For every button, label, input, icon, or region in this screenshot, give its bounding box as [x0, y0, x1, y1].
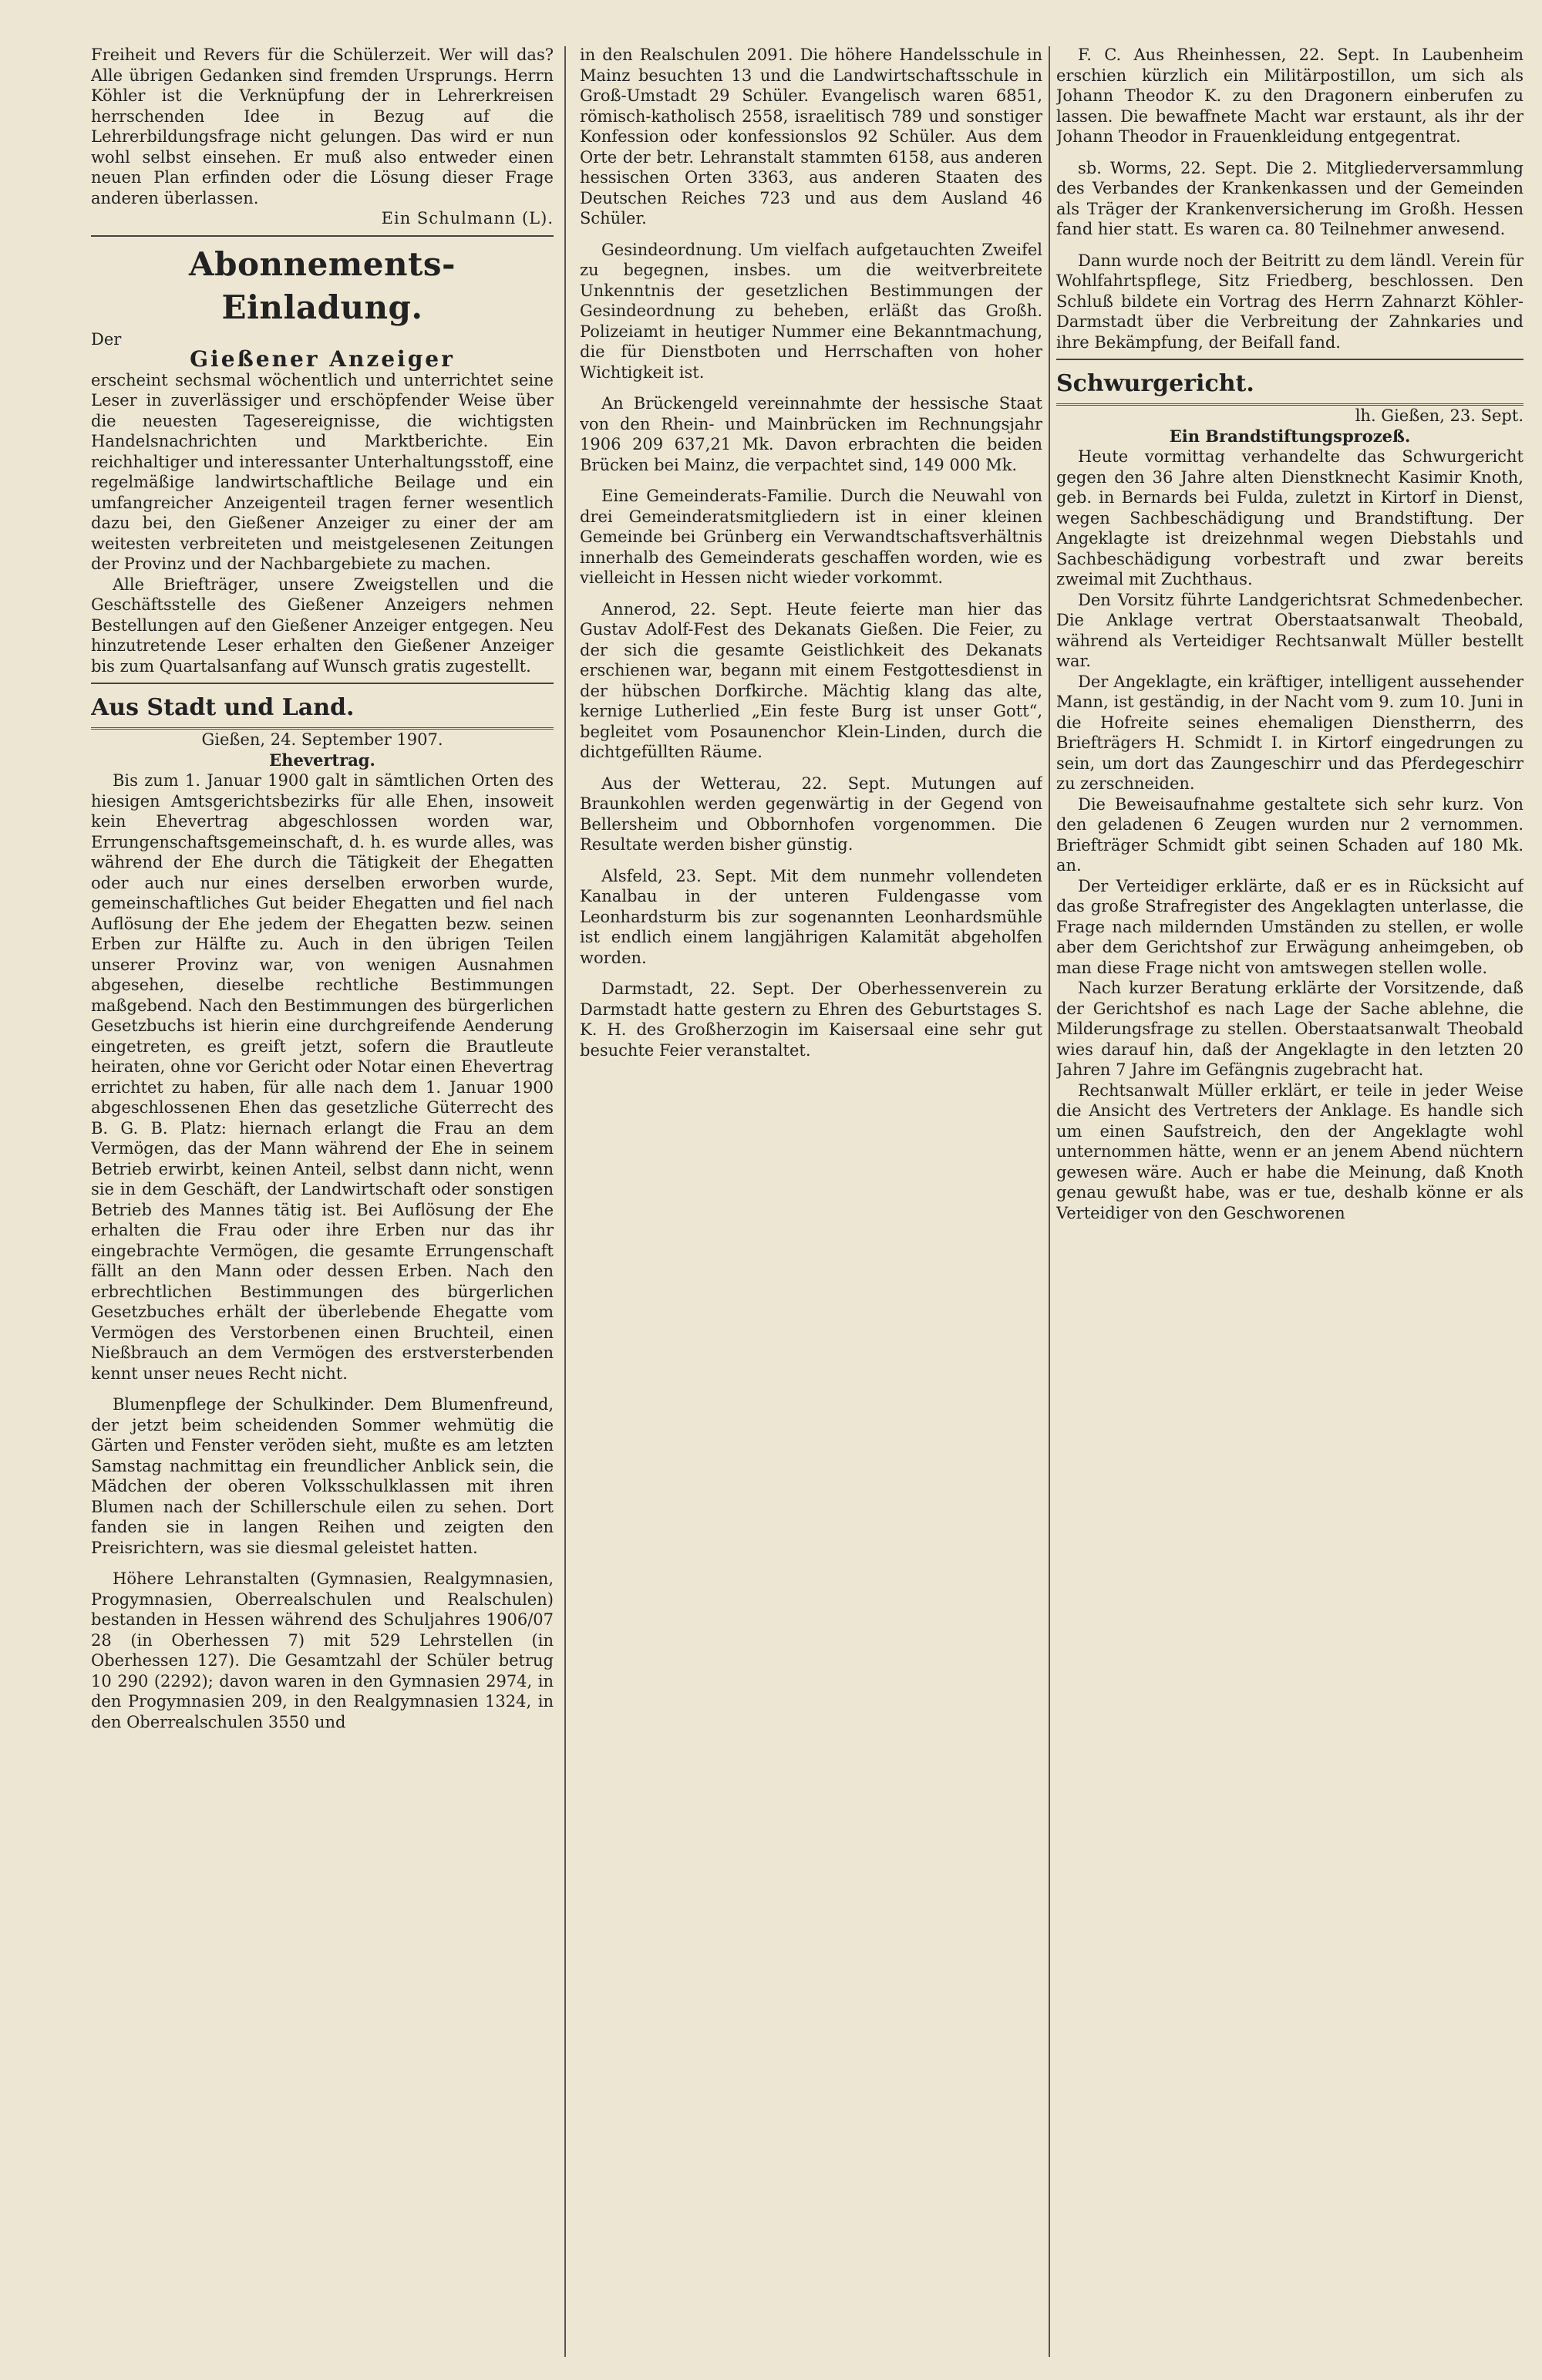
- article-text: Der Verteidiger erklärte, daß er es in Rücksicht auf das große Strafregister des Angeklagten unterlasse, die Frage nach mildernden Umständen zu stellen, er wolle aber dem Gerichtshof zur Erwägung anheimgeben, ob man diese Frage nicht von amtswegen stellen wolle.: [1056, 876, 1523, 977]
- dateline: Gießen, 24. September 1907.: [201, 730, 443, 749]
- article-text: Aus der Wetterau, 22. Sept. Mutungen auf Braunkohlen werden gegenwärtig in der Gegend von Bellersheim und Obbornhofen vorgenommen. Die Resultate werden bisher günstig.: [580, 774, 1042, 854]
- article-text: Dann wurde noch der Beitritt zu dem ländl. Verein für Wohlfahrtspflege, Sitz Friedberg, beschlossen. Den Schluß bildete ein Vortrag des Herrn Zahnarzt Köhler-Darmstadt über die Verbreitung der Zahnkaries und ihre Bekämpfung, der Beifall fand.: [1056, 251, 1523, 352]
- dateline: lh. Gießen, 23. Sept.: [1355, 406, 1523, 425]
- column-1: [91, 45, 554, 2357]
- article-text: Gesindeordnung. Um vielfach aufgetauchten Zweifel zu begegnen, insbes. um die weitverbreitete Unkenntnis der gesetzlichen Bestimmungen der Gesindeordnung zu beheben, erläßt das Großh. Polizeiamt in heutiger Nummer eine Bekanntmachung, die für Dienstboten und Herrschaften von hoher Wichtigkeit ist.: [580, 240, 1042, 382]
- article-text: sb. Worms, 22. Sept. Die 2. Mitgliederversammlung des Verbandes der Krankenkassen und der Gemeinden als Träger der Krankenversicherung im Großh. Hessen fand hier statt. Es waren ca. 80 Teilnehmer anwesend.: [1056, 158, 1523, 238]
- newspaper-name: Gießener Anzeiger: [190, 346, 455, 372]
- abonnement-heading: Abonnements-Einladung.: [189, 244, 456, 326]
- article-text: in den Realschulen 2091. Die höhere Handelsschule in Mainz besuchten 13 und die Landwirtschaftsschule in Groß-Umstadt 29 Schüler. Evangelisch waren 6851, römisch-katholisch 2558, israelitisch 789 und sonstiger Konfession oder konfessionslos 92 Schüler. Aus dem Orte der betr. Lehranstalt stammten 6158, aus anderen hessischen Orten 3363, aus anderen Staaten des Deutschen Reiches 723 und aus dem Ausland 46 Schüler.: [580, 46, 1042, 228]
- article-text: Rechtsanwalt Müller erklärt, er teile in jeder Weise die Ansicht des Vertreters der Anklage. Es handle sich um einen Saufstreich, den der Angeklagte wohl unternommen hätte, wenn er an jenem Abend nüchtern gewesen wäre. Auch er habe die Meinung, daß Knoth genau gewußt habe, was er tue, deshalb könne er als Verteidiger von den Geschworenen: [1056, 1080, 1523, 1222]
- letter-signature: Ein Schulmann (L).: [381, 209, 554, 228]
- column-rule: [564, 46, 566, 2357]
- section-heading: Schwurgericht.: [1056, 368, 1523, 406]
- article-text: An Brückengeld vereinnahmte der hessische Staat von den Rhein- und Mainbrücken im Rechnungsjahr 1906 209 637,21 Mk. Davon erbrachten die beiden Brücken bei Mainz, die verpachtet sind, 149 000 Mk.: [580, 394, 1042, 474]
- article-text: Annerod, 22. Sept. Heute feierte man hier das Gustav Adolf-Fest des Dekanats Gießen. Die Feier, zu der sich die gesamte Geistlichkeit des Dekanats erschienen war, begann mit einem Festgottesdienst in der hübschen Dorfkirche. Mächtig klang das alte, kernige Lutherlied „Ein feste Burg ist unser Gott“, begleitet vom Posaunenchor Klein-Linden, durch die dichtgefüllten Räume.: [580, 599, 1042, 761]
- article-text: Höhere Lehranstalten (Gymnasien, Realgymnasien, Progymnasien, Oberrealschulen und Realschulen) bestanden in Hessen während des Schuljahres 1906/07 28 (in Oberhessen 7) mit 529 Lehrstellen (in Oberhessen 127). Die Gesamtzahl der Schüler betrug 10 290 (2292); davon waren in den Gymnasien 2974, in den Progymnasien 209, in den Realgymnasien 1324, in den Oberrealschulen 3550 und: [91, 1569, 554, 1731]
- divider: [91, 683, 554, 684]
- article-text: Die Beweisaufnahme gestaltete sich sehr kurz. Von den geladenen 6 Zeugen wurden nur 2 vernommen. Briefträger Schmidt gibt seinen Schaden auf 180 Mk. an.: [1056, 794, 1523, 875]
- divider: [91, 235, 554, 237]
- article-text: Eine Gemeinderats-Familie. Durch die Neuwahl von drei Gemeinderatsmitgliedern ist in einer kleinen Gemeinde bei Grünberg ein Verwandtschaftsverhältnis innerhalb des Gemeinderats geschaffen worden, wie es vielleicht in Hessen nicht wieder vorkommt.: [580, 487, 1042, 587]
- section-heading: Aus Stadt und Land.: [91, 692, 554, 730]
- article-text: Alsfeld, 23. Sept. Mit dem nunmehr vollendeten Kanalbau in der unteren Fuldengasse vom Leonhardsturm bis zur sogenannten Leonhardsmühle ist endlich einem langjährigen Kalamität abgeholfen worden.: [580, 866, 1042, 967]
- article-title: Ehevertrag.: [269, 750, 375, 770]
- article-text: Der Angeklagte, ein kräftiger, intelligent aussehender Mann, ist geständig, in der Nacht vom 9. zum 10. Juni in die Hofreite seines ehemaligen Dienstherrn, des Briefträgers H. Schmidt I. in Kirtorf eingedrungen zu sein, um dort das Zaungeschirr und das Pferdegeschirr zu zerschneiden.: [1056, 672, 1523, 793]
- abonnement-text-2: Alle Briefträger, unsere Zweigstellen und die Geschäftsstelle des Gießener Anzeigers nehmen Bestellungen auf den Gießener Anzeiger entgegen. Neu hinzutretende Leser erhalten den Gießener Anzeiger bis zum Quartalsanfang auf Wunsch gratis zugestellt.: [91, 575, 554, 676]
- column-3: [1056, 45, 1523, 2357]
- abonnement-text: erscheint sechsmal wöchentlich und unterrichtet seine Leser in zuverlässiger und erschöpfender Weise über die neuesten Tagesereignisse, die wichtigsten Handelsnachrichten und Marktberichte. Ein reichhaltiger und interessanter Unterhaltungsstoff, eine regelmäßige landwirtschaftliche Beilage und ein umfangreicher Anzeigenteil tragen ferner wesentlich dazu bei, den Gießener Anzeiger zu einer der am weitesten verbreiteten und meistgelesenen Zeitungen der Provinz und der Nachbargebiete zu machen.: [91, 370, 554, 573]
- article-text: F. C. Aus Rheinhessen, 22. Sept. In Laubenheim erschien kürzlich ein Militärpostillon, um sich als Johann Theodor K. zu den Dragonern einberufen zu lassen. Die bewaffnete Macht war erstaunt, als ihr der Johann Theodor in Frauenkleidung entgegentrat.: [1056, 46, 1523, 146]
- letter-text: Freiheit und Revers für die Schülerzeit. Wer will das? Alle übrigen Gedanken sind fremden Ursprungs. Herrn Köhler ist die Verknüpfung der in Lehrerkreisen herrschenden Idee in Bezug auf die Lehrerbildungsfrage nicht gelungen. Das wird er nun wohl selbst einsehen. Er muß also entweder einen neuen Plan erfinden oder die Lösung dieser Frage anderen überlassen.: [91, 46, 554, 207]
- article-text: Blumenpflege der Schulkinder. Dem Blumenfreund, der jetzt beim scheidenden Sommer wehmütig die Gärten und Fenster veröden sieht, mußte es am letzten Samstag nachmittag ein freundlicher Anblick sein, die Mädchen der oberen Volksschulklassen mit ihren Blumen nach der Schillerschule eilen zu sehen. Dort fanden sie in langen Reihen und zeigten den Preisrichtern, was sie diesmal geleistet hatten.: [91, 1395, 554, 1557]
- article-text: Heute vormittag verhandelte das Schwurgericht gegen den 36 Jahre alten Dienstknecht Kasimir Knoth, geb. in Bernards bei Fulda, zuletzt in Kirtorf in Dienst, wegen Sachbeschädigung und Brandstiftung. Der Angeklagte ist dreizehnmal wegen Diebstahls und Sachbeschädigung vorbestraft und zwar bereits zweimal mit Zuchthaus.: [1056, 447, 1523, 588]
- article-text: Bis zum 1. Januar 1900 galt in sämtlichen Orten des hiesigen Amtsgerichtsbezirks für alle Ehen, insoweit kein Ehevertrag abgeschlossen worden war, Errungenschaftsgemeinschaft, d. h. es wurde alles, was während der Ehe durch die Tätigkeit der Ehegatten oder auch nur eines derselben erworben wurde, gemeinschaftliches Gut beider Ehegatten und fiel nach Auflösung der Ehe jedem der Ehegatten bezw. seinen Erben zur Hälfte zu. Auch in den übrigen Teilen unserer Provinz war, von wenigen Ausnahmen abgesehen, dieselbe rechtliche Bestimmungen maßgebend. Nach den Bestimmungen des bürgerlichen Gesetzbuchs ist hierin eine durchgreifende Aenderung eingetreten, es greift jetzt, sofern die Brautleute heiraten, ohne vor Gericht oder Notar einen Ehevertrag errichtet zu haben, für alle nach dem 1. Januar 1900 abgeschlossenen Ehen das gesetzliche Güterrecht des B. G. B. Platz: hiernach erlangt die Frau an dem Vermögen, das der Mann während der Ehe in seinem Betrieb erwirbt, keinen Anteil, selbst dann nicht, wenn sie in dem Geschäft, der Landwirtschaft oder sonstigen Betrieb des Mannes tätig ist. Bei Auflösung der Ehe erhalten die Frau oder ihre Erben nur das ihr eingebrachte Vermögen, die gesamte Errungenschaft fällt an den Mann oder dessen Erben. Nach den erbrechtlichen Bestimmungen des bürgerlichen Gesetzbuches erhält der überlebende Ehegatte vom Vermögen des Verstorbenen einen Bruchteil, einen Nießbrauch an dem Vermögen des erstversterbenden kennt unser neues Recht nicht.: [91, 771, 554, 1383]
- column-2: [580, 45, 1042, 2357]
- article-text: Darmstadt, 22. Sept. Der Oberhessenverein zu Darmstadt hatte gestern zu Ehren des Geburtstages S. K. H. des Großherzogin im Kaisersaal eine sehr gut besuchte Feier veranstaltet.: [580, 979, 1042, 1060]
- article-text: Nach kurzer Beratung erklärte der Vorsitzende, daß der Gerichtshof es nach Lage der Sache ablehne, die Milderungsfrage zu stellen. Oberstaatsanwalt Theobald wies darauf hin, daß der Angeklagte in den letzten 20 Jahren 7 Jahre im Gefängnis zugebracht hat.: [1056, 979, 1523, 1079]
- abonnement-der: Der: [91, 329, 122, 349]
- column-rule: [1049, 46, 1050, 2357]
- divider: [1056, 359, 1523, 360]
- article-text: Den Vorsitz führte Landgerichtsrat Schmedenbecher. Die Anklage vertrat Oberstaatsanwalt Theobald, während als Verteidiger Rechtsanwalt Müller bestellt war.: [1056, 590, 1523, 670]
- article-title: Ein Brandstiftungsprozeß.: [1169, 426, 1411, 446]
